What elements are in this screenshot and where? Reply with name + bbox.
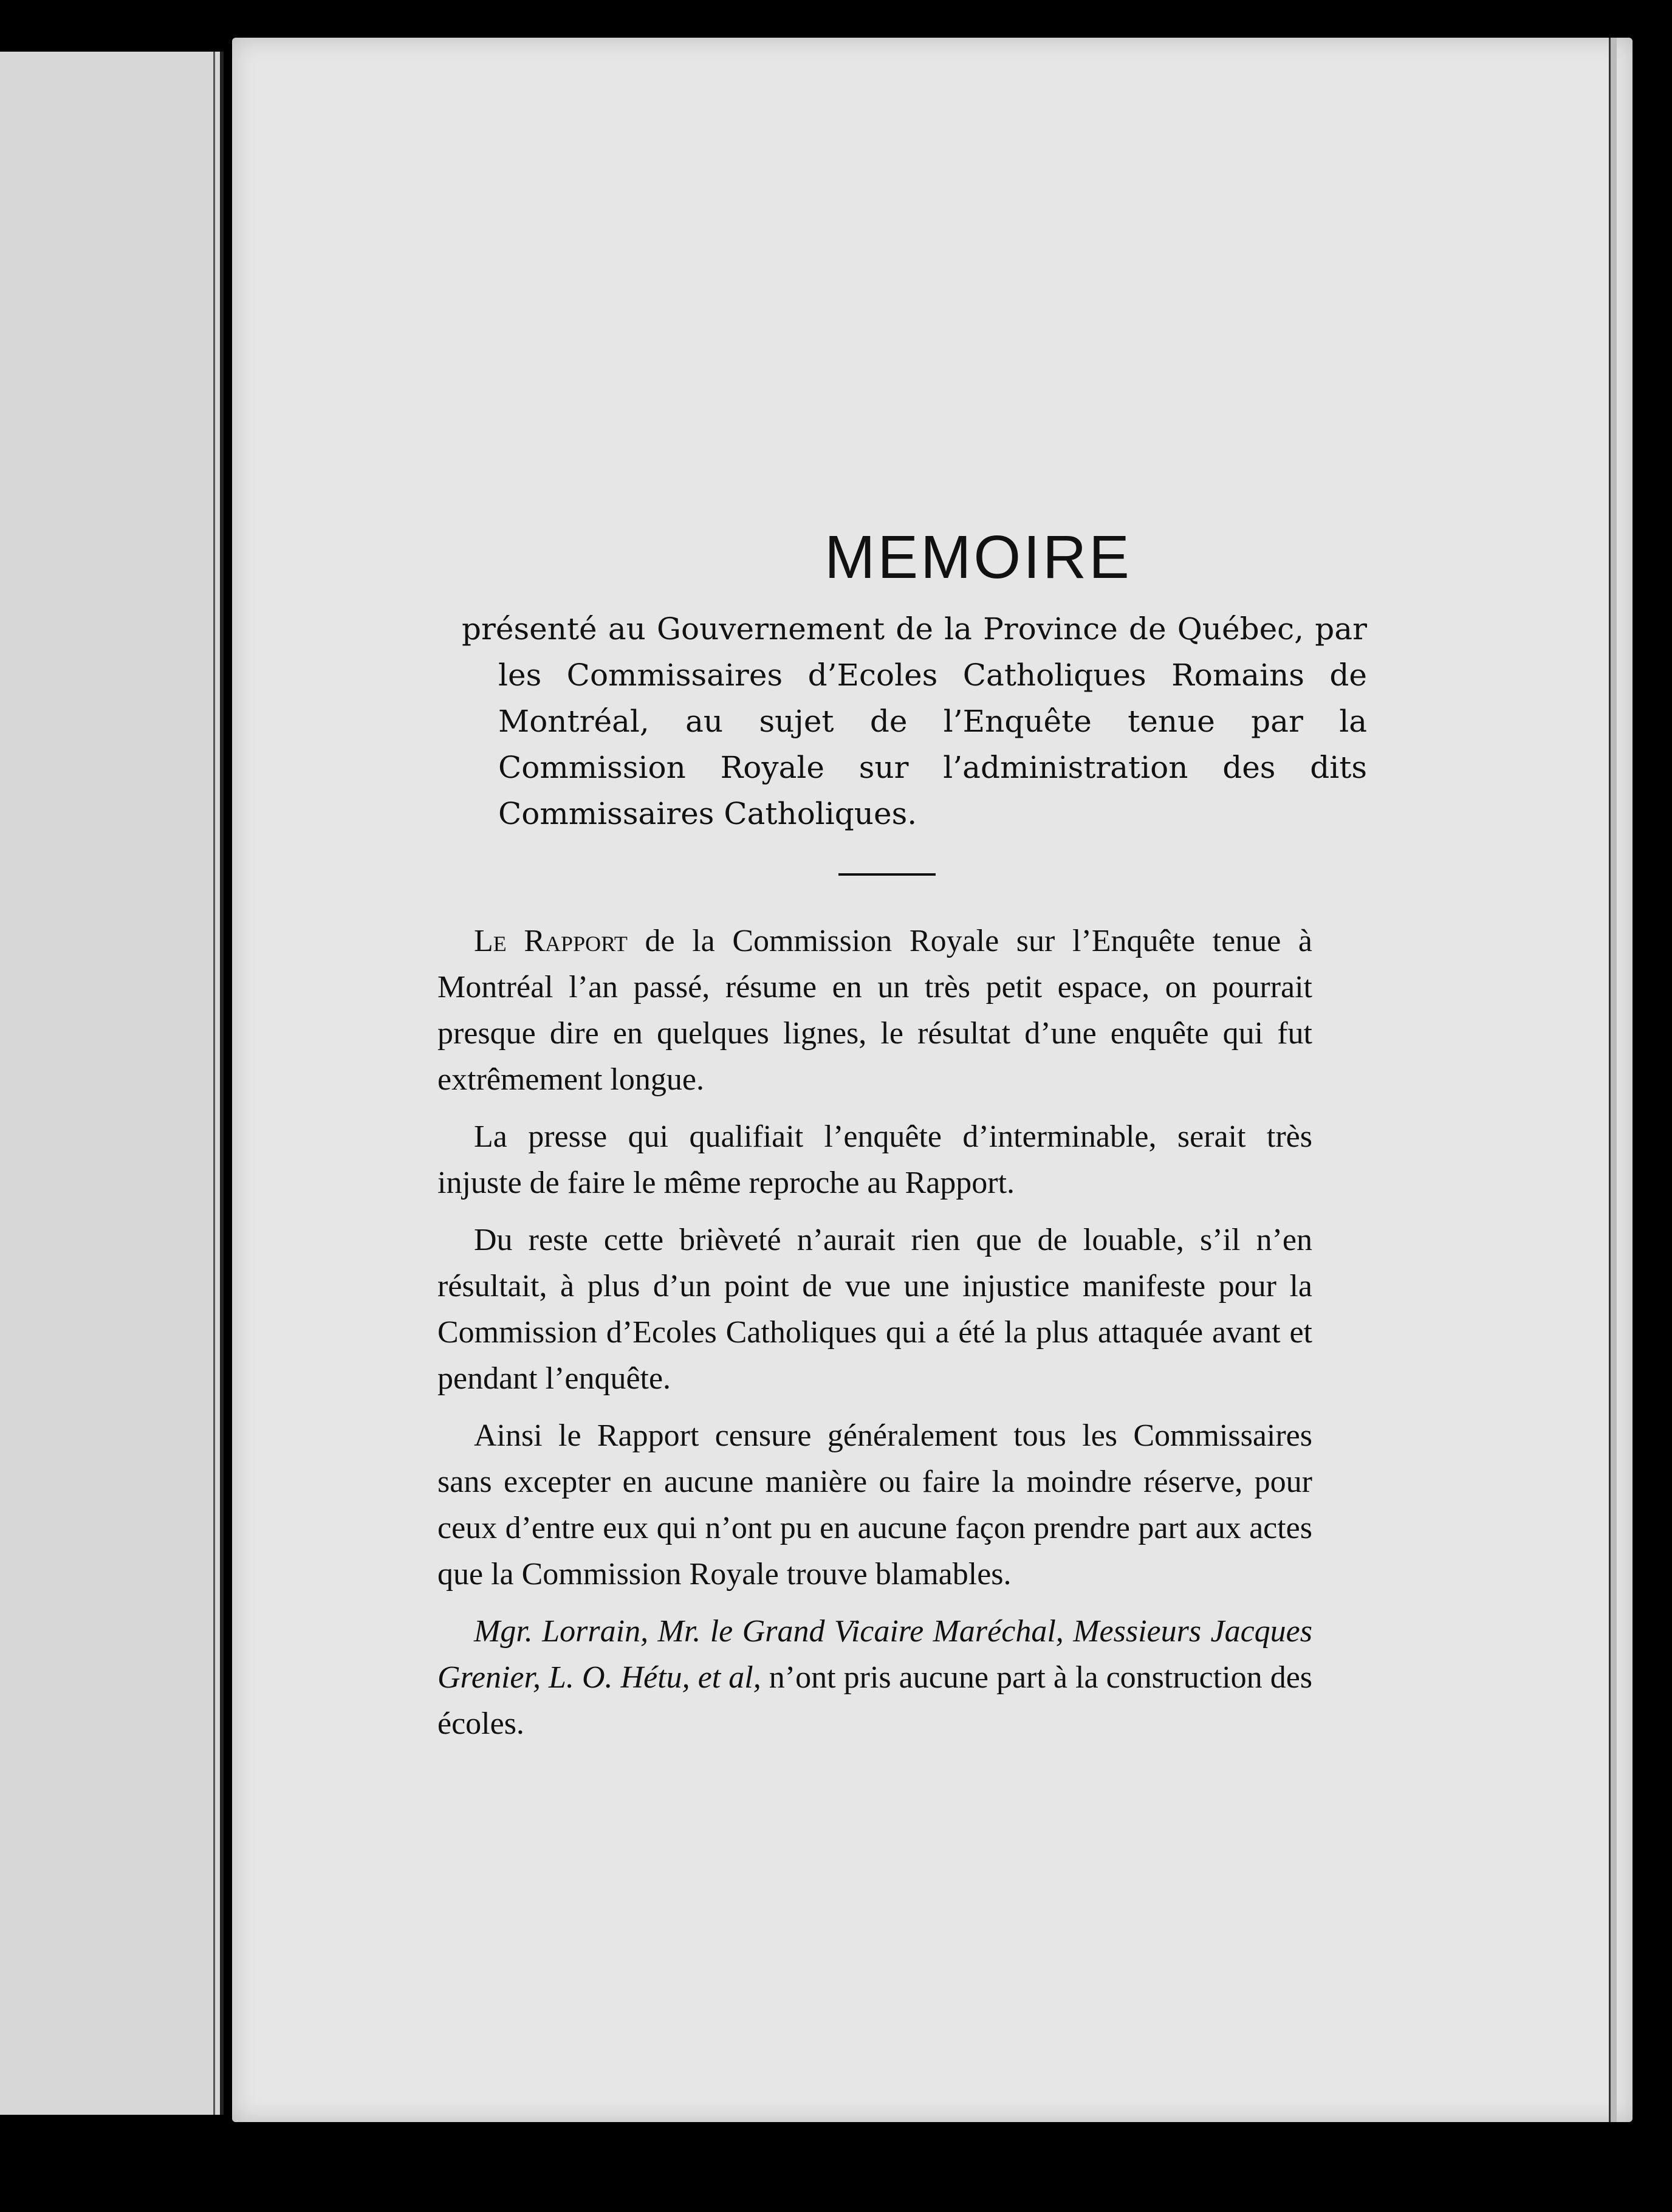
page-content	[437, 523, 1367, 1758]
paragraph-5-text: n’ont pris aucune part à la construction des écoles.	[437, 1660, 1313, 1741]
paragraph-4: Ainsi le Rapport censure généralement tous les Commissaires sans excepter en aucune manière ou faire la moindre réserve, pour ceux d’entre eux qui n’ont pu en aucune façon prendre part aux actes que la Commission Royale trouve blamables.	[437, 1418, 1312, 1592]
paragraph-5-names: Mgr. Lorrain, Mr. le Grand Vicaire Maréchal, Messieurs Jacques Grenier, L. O. Hétu, et al,	[437, 1614, 1312, 1695]
paragraph-1-lead: Le Rapport	[474, 924, 628, 958]
paragraph-3: Du reste cette brièveté n’aurait rien que de louable, s’il n’en résultait, à plus d’un point de vue une injustice manifeste pour la Commission d’Ecoles Catholiques qui a été la plus attaquée avant et pendant l’enquête.	[437, 1223, 1312, 1396]
paragraph-1-text: de la Commission Royale sur l’Enquête tenue à Montréal l’an passé, résume en un très petit espace, on pourrait presque dire en quelques lignes, le résultat d’une enquête qui fut extrêmement longue.	[437, 924, 1313, 1097]
paragraph-5	[437, 1609, 1312, 1747]
paragraph-1	[437, 918, 1312, 1103]
document-title: MEMOIRE	[824, 523, 1132, 591]
paragraph-2: La presse qui qualifiait l’enquête d’interminable, serait très injuste de faire le même reproche au Rapport.	[437, 1119, 1312, 1200]
document-subtitle: présenté au Gouvernement de la Province de Québec, par les Commissaires d’Ecoles Catholiques Romains de Montréal, au sujet de l’Enquête tenue par la Commission Royale sur l’administration des dits Commissaires Catholiques.	[462, 611, 1367, 831]
facing-page-edge	[0, 52, 224, 2115]
page-edge	[1609, 38, 1617, 2122]
separator-rule	[838, 873, 936, 876]
